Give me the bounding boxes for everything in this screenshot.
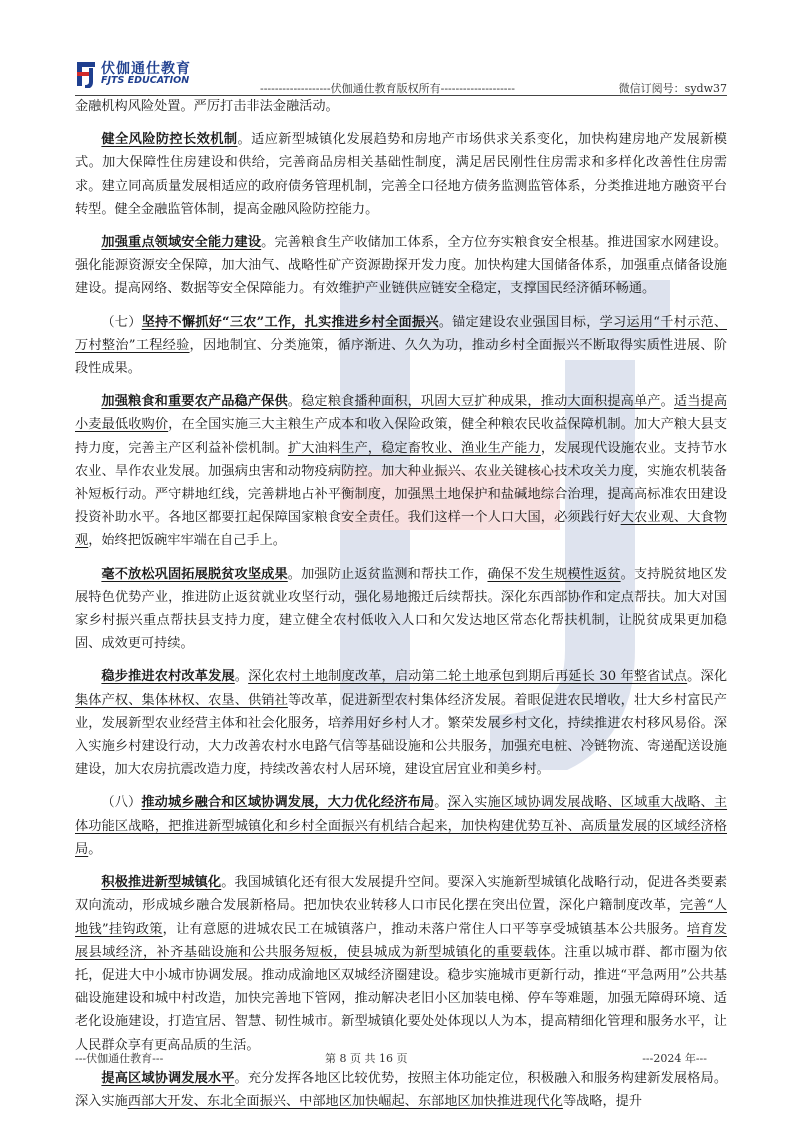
paragraph-heading: 健全风险防控长效机制 [101,132,238,148]
paragraph [75,231,727,301]
paragraph-text: 。我国城镇化还有很大发展提升空间。要深入实施新型城镇化战略行动，促进各类要素双向流动，形成城乡融合发展新格局。把加快农业转移人口市民化摆在突出位置，深化户籍制度改革， [75,875,728,914]
document-body [75,95,727,1123]
paragraph-text: 。支持脱贫地区发展特色优势产业，推进防止返贫就业攻坚行动，强化易地搬迁后续帮扶。深化东西部协作和定点帮扶。加大对国家乡村振兴重点帮扶县支持力度，建立健全农村低收入人口和欠发达地区常态化帮扶机制，让脱贫成果更加稳固、成效更可持续。 [75,566,728,652]
underlined-text: 培育发展县域经济，补齐基础设施和公共服务短板，使县城成为新型城镇化的重要载体 [75,921,727,960]
underlined-text: 大农业观、大食物观 [75,510,728,549]
paragraph-text: 。 [287,394,302,410]
paragraph [75,1067,727,1113]
paragraph-text: ，始终把饭碗牢牢端在自己手上。 [88,533,286,549]
paragraph-heading: 加强粮食和重要农产品稳产保供 [101,394,288,410]
paragraph-text: 。完善粮食生产收储加工体系，全方位夯实粮食安全根基。推进国家水网建设。强化能源资源安全保障，加大油气、战略性矿产资源勘探开发力度。加快构建大国储备体系，加强重点储备设施建设。提高网络、数据等安全保障能力。有效维护产业链供应链安全稳定，支撑国民经济循环畅通。 [75,235,728,297]
paragraph-text: 。适应新型城镇化发展趋势和房地产市场供求关系变化，加快构建房地产发展新模式。加大保障性住房建设和供给，完善商品房相关基础性制度，满足居民刚性住房需求和多样化改善性住房需求。建立同高质量发展相适应的政府债务管理机制，完善全口径地方债务监测监管体系，分类推进地方融资平台转型。健全金融监管体制，提高金融风险防控能力。 [75,132,727,217]
section-number: （八） [101,795,142,811]
underlined-text: 深入实施区域协调发展战略、区域重大战略、主体功能区战略，把推进新型城镇化和乡村全面振兴有机结合起来，加快构建优势互补、高质量发展的区域经济格局 [75,795,728,857]
paragraph [75,665,727,781]
header-wechat: 微信订阅号：sydw37 [618,82,727,95]
paragraph-text: ，让有意愿的进城农民工在城镇落户，推动未落户常住人口平等享受城镇基本公共服务。 [162,921,687,937]
paragraph [75,871,727,1057]
paragraph-text: 。充分发挥各地区比较优势，按照主体功能定位，积极融入和服务构建新发展格局。深入实施 [75,1070,728,1109]
page-number: 第 8 页 共 16 页 [325,1052,408,1065]
fjts-logo-icon [75,60,97,88]
paragraph-text: 金融机构风险处置。严厉打击非法金融活动。 [75,99,339,114]
paragraph-text: 。 [660,394,674,410]
underlined-text: 深化农村土地制度改革，启动第二轮土地承包到期后再延长 30 年整省试点 [248,669,688,685]
paragraph [75,791,727,861]
paragraph-text: 。 [234,669,249,685]
paragraph-text: 。 [434,795,448,811]
underlined-text: 确保不发生规模性返贫 [487,566,621,582]
paragraph-text: 。锚定建设农业强国目标， [438,314,600,330]
paragraph-heading: 加强重点领域安全能力建设 [101,235,262,251]
paragraph-text: 。加强防止返贫监测和帮扶工作， [287,566,488,582]
header-copyright: -------------------伏伽通仕教育版权所有-------------------- [260,82,515,95]
logo-text-en: FJTS EDUCATION [101,75,190,86]
paragraph-text: 。 [88,841,102,857]
paragraph-heading: 提高区域协调发展水平 [101,1070,235,1086]
paragraph-text: ，因地制宜、分类施策，循序渐进、久久为功，推动乡村全面振兴不断取得实质性进展、阶段性成果。 [75,337,727,377]
paragraph-text: 等战略，提升 [562,1093,643,1109]
underlined-text: 完善“人地钱”挂钩政策 [75,898,727,937]
paragraph [75,563,727,656]
underlined-text: 学习运用“千村示范、万村整治”工程经验 [75,314,728,353]
paragraph-heading: 稳步推进农村改革发展 [101,669,235,685]
section-heading: 坚持不懈抓好“三农”工作，扎实推进乡村全面振兴 [141,314,439,330]
paragraph-text: 。深化 [687,669,728,685]
underlined-text: 适当提高小麦最低收购价 [75,394,728,433]
page-footer [75,1050,727,1070]
paragraph [75,390,727,552]
paragraph-text: ，在全国实施三大主粮生产成本和收入保险政策，健全种粮农民收益保障机制。加大产粮大县支持力度，完善主产区利益补偿机制。 [75,417,728,456]
page-header [75,58,727,96]
footer-year: ---2024 年--- [642,1052,707,1065]
section-heading: 推动城乡融合和区域协调发展，大力优化经济布局 [141,795,435,811]
underlined-text: 集体产权、集体林权、农垦、供销社 [75,692,288,708]
paragraph [75,128,727,221]
paragraph-text: ，发展现代设施农业。支持节水农业、旱作农业发展。加强病虫害和动物疫病防控。加大种业振兴、农业关键核心技术攻关力度，实施农机装备补短板行动。严守耕地红线，完善耕地占补平衡制度，加强黑土地保护和盐碱地综合治理，提高高标准农田建设投资补助水平。各地区都要扛起保障国家粮食安全责任。我们这样一个人口大国，必须践行好 [75,440,728,526]
paragraph-text: 。注重以城市群、都市圈为依托，促进大中小城市协调发展。推动成渝地区双城经济圈建设。稳步实施城市更新行动，推进“平急两用”公共基础设施建设和城中村改造，加快完善地下管网，推动解决老旧小区加装电梯、停车等难题，加强无障碍环境、适老化设施建设，打造宜居、智慧、韧性城市。新型城镇化要处处体现以人为本，提高精细化管理和服务水平，让人民群众享有更高品质的生活。 [75,944,728,1053]
underlined-text: 西部大开发、东北全面振兴、中部地区加快崛起、东部地区加快推进现代化 [127,1093,563,1109]
logo-text-cn: 伏伽通仕教育 [101,61,191,77]
logo [75,58,220,92]
underlined-text: 稳定粮食播种面积，巩固大豆扩种成果，推动大面积提高单产 [301,394,661,410]
underlined-text: 扩大油料生产，稳定畜牧业、渔业生产能力 [287,440,541,456]
paragraph-heading: 积极推进新型城镇化 [101,875,222,891]
paragraph [75,95,727,118]
footer-brand: ---伏伽通仕教育--- [75,1052,164,1065]
paragraph [75,311,727,381]
section-number: （七） [101,314,142,330]
paragraph-heading: 毫不放松巩固拓展脱贫攻坚成果 [101,566,288,582]
paragraph-text: 等改革，促进新型农村集体经济发展。着眼促进农民增收，壮大乡村富民产业，发展新型农业经营主体和社会化服务，培养用好乡村人才。繁荣发展乡村文化，持续推进农村移风易俗。深入实施乡村建设行动，大力改善农村水电路气信等基础设施和公共服务，加强充电桩、冷链物流、寄递配送设施建设，加大农房抗震改造力度，持续改善农村人居环境，建设宜居宜业和美乡村。 [75,692,727,778]
